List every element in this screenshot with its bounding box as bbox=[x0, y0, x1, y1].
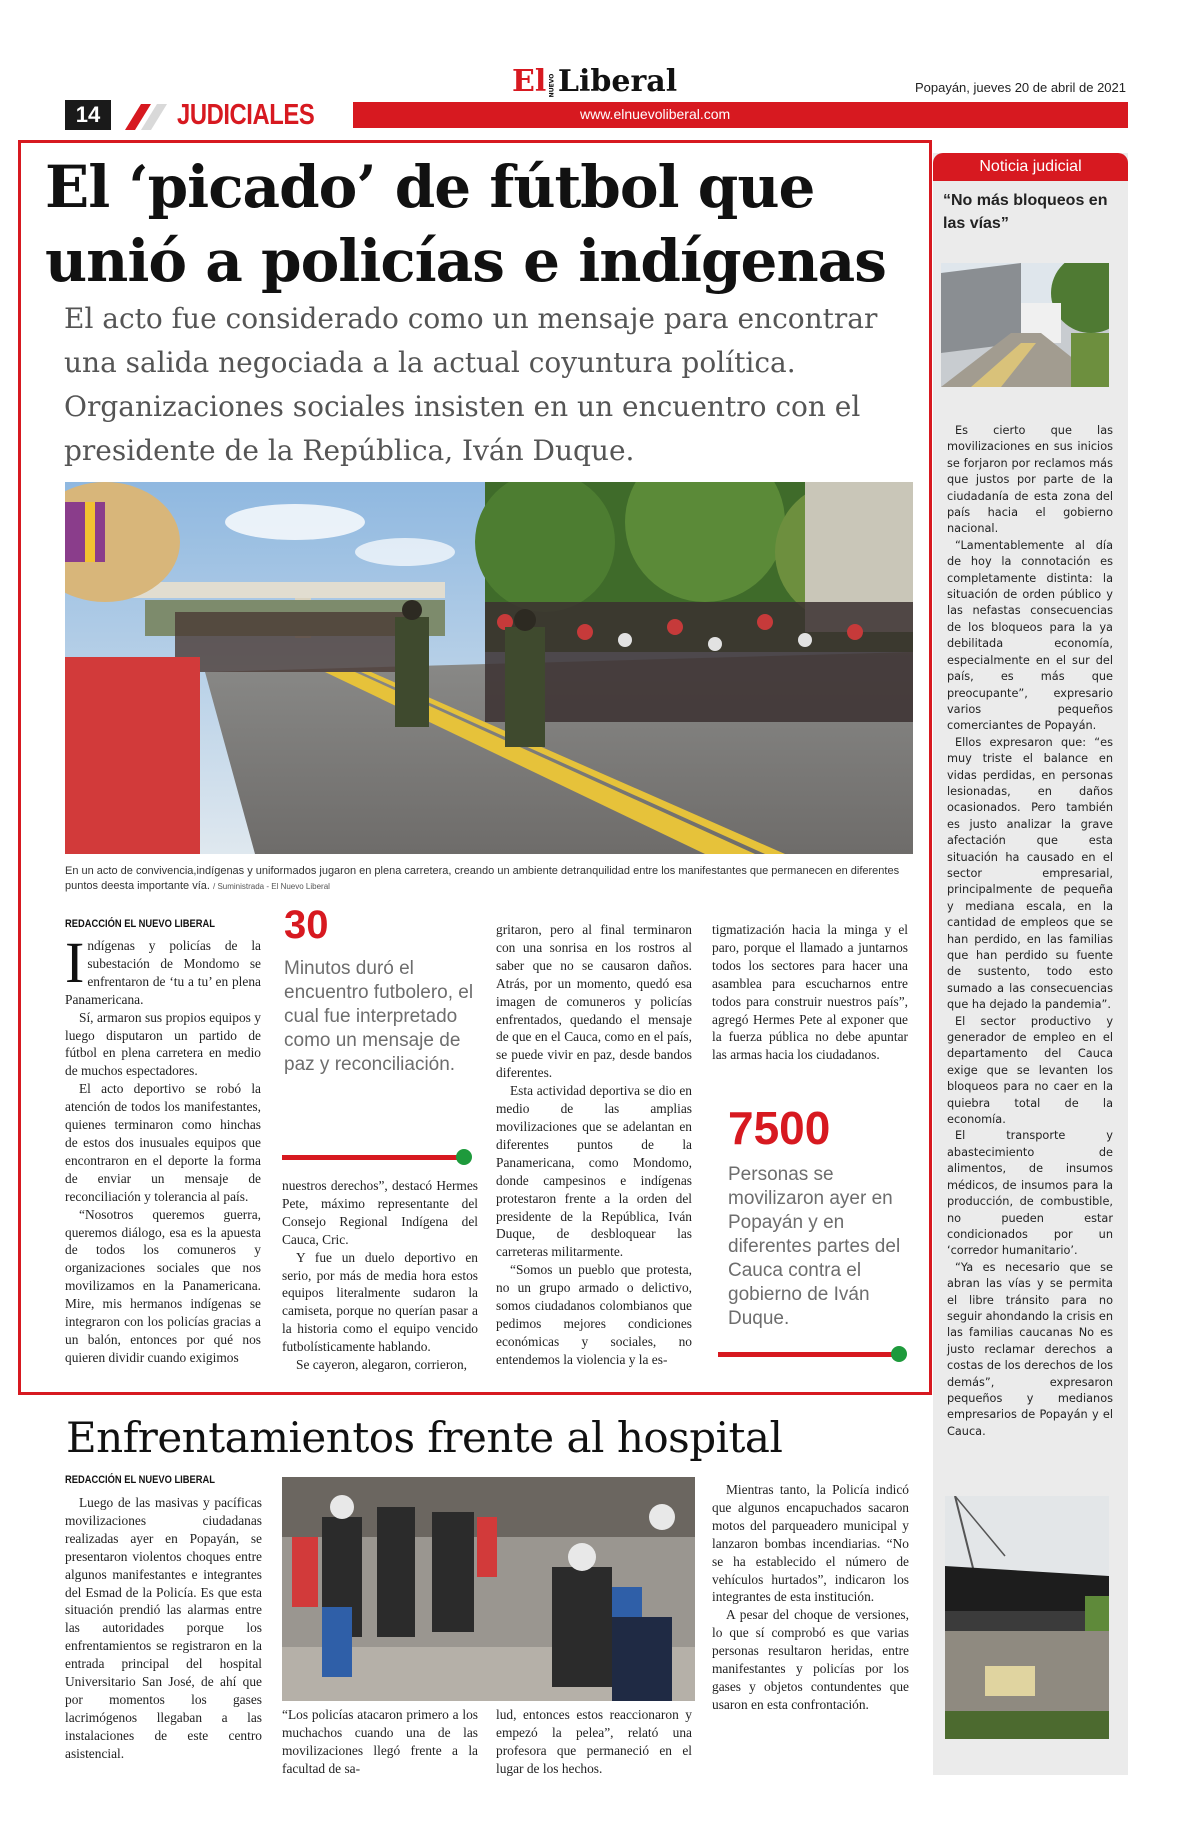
paragraph: “Somos un pueblo que protesta, no un grupo armado o delictivo, somos ciudadanos colombianos que pedimos mejores condiciones económicas y sociales, no entendemos la violencia y la es- bbox=[496, 1262, 692, 1367]
section-title: JUDICIALES bbox=[177, 99, 315, 131]
newspaper-logo bbox=[512, 64, 682, 98]
article-deck: El acto fue considerado como un mensaje para encontrar una salida negociada a la actual coyuntura política. Organizaciones sociales insisten en un encuentro con el presidente de la República, Iván Duque. bbox=[64, 302, 878, 467]
paragraph: nuestros derechos”, destacó Hermes Pete, máximo representante del Consejo Regional Indígena del Cauca, Cric. bbox=[282, 1178, 478, 1247]
section-header bbox=[65, 100, 1128, 130]
pull-quote-7500 bbox=[728, 1102, 918, 1365]
paragraph: A pesar del choque de versiones, lo que sí comprobó es que varias personas resultaron heridas, entre manifestantes y policías por los gases y objetos contundentes que usaron en esta confrontación. bbox=[712, 1607, 909, 1712]
article-column-3 bbox=[496, 921, 692, 1369]
sidebar-label: Noticia judicial bbox=[933, 153, 1128, 181]
paragraph: Se cayeron, alegaron, corrieron, bbox=[296, 1357, 468, 1373]
clashes-photo bbox=[282, 1477, 695, 1701]
headline-line-1: El ‘picado’ de fútbol que bbox=[45, 153, 815, 221]
green-dot-icon bbox=[891, 1346, 907, 1362]
paragraph: El transporte y abastecimiento de alimentos, de insumos médicos, de insumos para la producción, de combustible, no pueden estar condicionados por un ‘corredor humanitario’. bbox=[947, 1129, 1113, 1258]
paragraph: Esta actividad deportiva se dio en medio de las amplias movilizaciones que se adelantan en diferentes puntos de la Panamericana, como Mondomo, donde campesinos e indígenas protestaron frente a la orden del presidente de la República, Iván Duque, de desbloquear las carreteras militarmente. bbox=[496, 1083, 692, 1260]
sidebar-news bbox=[933, 153, 1128, 1775]
pull-quote-text: Personas se movilizaron ayer en Popayán y en diferentes partes del Cauca contra el gobierno de Iván Duque. bbox=[728, 1164, 901, 1329]
photo-caption bbox=[65, 864, 913, 894]
paragraph: gritaron, pero al final terminaron con una sonrisa en los rostros al saber que no se causaron daños. Atrás, por un momento, quedó esa imagen de comuneros y policías enfrentados, quedando el mensaje de que en el Cauca, como en el país, se puede vivir en paz, desde bandos diferentes. bbox=[496, 922, 692, 1081]
issue-date: Popayán, jueves 20 de abril de 2021 bbox=[914, 80, 1126, 95]
lead-paragraph bbox=[65, 930, 261, 1009]
paragraph: “Lamentablemente al día de hoy la connotación es completamente distinta: la situación de orden público y las nefastas consecuencias de los bloqueos para la ya debilitada economía, especialmente en el sur del país, es más que preocupante”, expresario varios pequeños comerciantes de Popayán. bbox=[947, 538, 1113, 733]
paragraph: tigmatización hacia la minga y el paro, porque el llamado a juntarnos todos los sectores para hacer una asamblea para escucharnos entre todos para construir nuestros país”, agregó Hermes Pete al exponer que la fuerza pública no debe apuntar las armas hacia los ciudadanos. bbox=[712, 922, 908, 1063]
article-column-4 bbox=[712, 921, 908, 1064]
sidebar-body bbox=[947, 423, 1113, 1440]
paragraph: El sector productivo y generador de empleo en el departamento del Cauca exige que se levanten los bloqueos para no caer en la quiebra total de la economía. bbox=[947, 1014, 1113, 1127]
article2-byline: REDACCIÓN EL NUEVO LIBERAL bbox=[65, 1474, 215, 1486]
pull-quote-number: 7500 bbox=[728, 1102, 831, 1154]
football-match-photo bbox=[65, 482, 913, 854]
paragraph: lud, entonces estos reaccionaron y empezó la pelea”, relató una profesora que permaneció en el lugar de los hechos. bbox=[496, 1707, 692, 1776]
headline-line-2: unió a policías e indígenas bbox=[45, 227, 886, 295]
paragraph: Luego de las masivas y pacíficas movilizaciones ciudadanas realizadas ayer en Popayán, se presentaron violentos choques entre algunos manifestantes e integrantes del Esmad de la Policía. Es que esta situación prendió las alarmas entre las autoridades porque los enfrentamientos se registraron en la entrada principal del hospital Universitario San José, de ahí que por momentos los gases lacrimógenos llegaban a las instalaciones de este centro asistencial. bbox=[65, 1495, 262, 1761]
article2-headline: Enfrentamientos frente al hospital bbox=[66, 1413, 783, 1462]
caption-text: En un acto de convivencia,indígenas y uniformados jugaron en plena carretera, creando un ambiente detranquilidad entre los manifestantes que permanecen en diferentes puntos deesta importante vía. bbox=[65, 865, 900, 892]
article2-column-2 bbox=[282, 1706, 478, 1778]
paragraph: “Ya es necesario que se abran las vías y se permita el libre tránsito para no seguir ahondando la crisis en las familias caucanas No es justo reclamar derechos a costas de los derechos de los demás”, expresaron pequeños y medianos empresarios de Popayán y el Cauca. bbox=[947, 1260, 1113, 1438]
logo-liberal: Liberal bbox=[557, 64, 678, 99]
pull-quote-bar bbox=[718, 1352, 894, 1357]
paragraph: Ellos expresaron que: “es muy triste el balance en vidas perdidas, en personas lesionadas, en daños ocasionados. Pero también es justo analizar la grave afectación que esta situación ha causado en el sector empresarial, principalmente de pequeña y mediana escala, en la cantidad de empleos que se han perdido, en las familias que han perdido su fuente de sustento, todo esto sumado a las consecuencias que ha dejado la pandemia”. bbox=[947, 735, 1113, 1012]
sidebar-title: “No más bloqueos en las vías” bbox=[943, 192, 1108, 232]
page-number: 14 bbox=[65, 100, 111, 130]
toll-structure-photo bbox=[945, 1496, 1109, 1739]
lead-text: ndígenas y policías de la subestación de Mondomo se enfrentaron de ‘tu a tu’ en plena Panamericana. bbox=[65, 938, 261, 1007]
article2-column-3 bbox=[496, 1706, 692, 1778]
pull-quote-30 bbox=[284, 905, 474, 1165]
paragraph: Mientras tanto, la Policía indicó que algunos encapuchados sacaron motos del parqueadero municipal y lanzaron bombas incendiarias. “No se ha establecido el número de vehículos hurtados”, indicaron los integrantes de esta institución. bbox=[712, 1482, 909, 1605]
paragraph: Y fue un duelo deportivo en serio, por más de media hora estos equipos literalmente sudaron la camiseta, porque no querían pasar a la historia como el equipo vencido futbolísticamente hablando. bbox=[282, 1249, 478, 1355]
photo-credit: / Suministrada - El Nuevo Liberal bbox=[213, 882, 330, 891]
article-headline bbox=[45, 150, 905, 298]
header-red-bar bbox=[353, 102, 1128, 128]
site-url[interactable]: www.elnuevoliberal.com bbox=[580, 106, 731, 122]
article-column-1 bbox=[65, 930, 261, 1367]
pull-quote-text: Minutos duró el encuentro futbolero, el cual fue interpretado como un mensaje de paz y reconciliación. bbox=[284, 958, 474, 1075]
drop-cap: I bbox=[65, 930, 85, 995]
paragraph: Sí, armaron sus propios equipos y luego disputaron un partido de fútbol en plena carretera en medio de muchos espectadores. bbox=[65, 1009, 261, 1079]
blockade-photo bbox=[941, 263, 1109, 387]
paragraph: “Nosotros queremos guerra, queremos diálogo, esa es la apuesta de todos los comuneros y organizaciones sociales que nos movilizamos en la Panamericana. Mire, mis hermanos indígenas se integraron con los policías gracias a un balón, entonces por qué nos quieren dividir cuando exigimos bbox=[65, 1206, 261, 1365]
pull-quote-bar bbox=[282, 1155, 460, 1160]
paragraph: Es cierto que las movilizaciones en sus inicios se forjaron por reclamos más que justos por parte de la ciudadanía de esta zona del país hacia el gobierno nacional. bbox=[947, 424, 1113, 536]
article2-column-4 bbox=[712, 1481, 909, 1714]
paragraph: El acto deportivo se robó la atención de todos los manifestantes, quienes terminaron como hinchas de estos dos inusuales equipos que encontraron en el deporte la forma de enviar un mensaje de reconciliación y tolerancia al país. bbox=[65, 1081, 261, 1204]
pull-quote-number: 30 bbox=[284, 903, 329, 947]
article-column-2 bbox=[282, 1177, 478, 1374]
article2-column-1 bbox=[65, 1494, 262, 1763]
green-dot-icon bbox=[456, 1149, 472, 1165]
logo-el: El bbox=[512, 64, 547, 99]
paragraph: “Los policías atacaron primero a los muchachos cuando una de las movilizaciones llegó frente a la facultad de sa- bbox=[282, 1707, 478, 1776]
logo-nuevo: NUEVO bbox=[548, 73, 556, 98]
article-byline: REDACCIÓN EL NUEVO LIBERAL bbox=[65, 918, 215, 930]
